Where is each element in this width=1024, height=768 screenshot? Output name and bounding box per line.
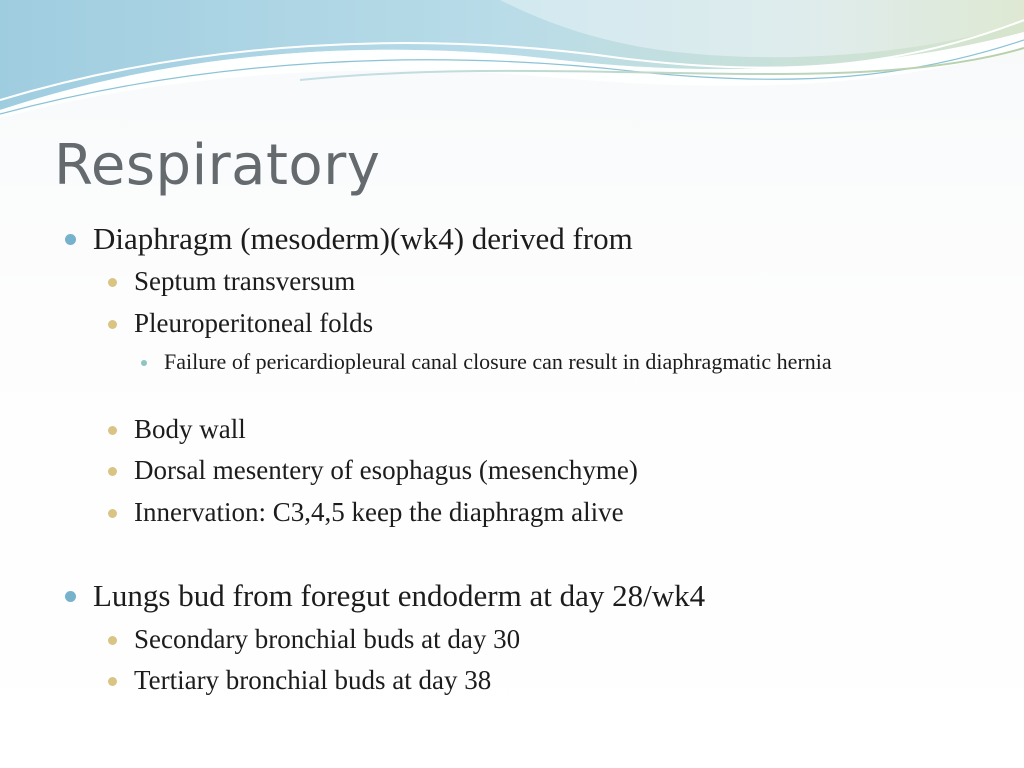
bullet-diaphragm: Diaphragm (mesoderm)(wk4) derived from xyxy=(93,221,633,256)
bullet-pleuroperitoneal-folds: Pleuroperitoneal folds xyxy=(134,308,374,338)
bullet-body-wall: Body wall xyxy=(134,414,246,444)
bullet-dorsal-mesentery: Dorsal mesentery of esophagus (mesenchyme) xyxy=(134,455,638,485)
bullet-septum-transversum: Septum transversum xyxy=(134,266,356,296)
bullet-secondary-bronchial-buds: Secondary bronchial buds at day 30 xyxy=(134,624,521,654)
bullet-marker xyxy=(108,278,117,287)
bullet-lungs-bud: Lungs bud from foregut endoderm at day 28/wk4 xyxy=(93,578,706,613)
bullet-marker xyxy=(108,320,117,329)
bullet-marker xyxy=(108,677,117,686)
slide-title: Respiratory xyxy=(54,133,381,198)
bullet-diaphragmatic-hernia-note: Failure of pericardiopleural canal closure can result in diaphragmatic hernia xyxy=(164,349,832,374)
bullet-marker xyxy=(65,234,76,245)
bullet-marker xyxy=(108,509,117,518)
bullet-marker xyxy=(108,467,117,476)
bullet-marker xyxy=(65,591,76,602)
bullet-tertiary-bronchial-buds: Tertiary bronchial buds at day 38 xyxy=(134,665,492,695)
bullet-marker xyxy=(108,636,117,645)
bullet-innervation: Innervation: C3,4,5 keep the diaphragm alive xyxy=(134,497,624,527)
bullet-marker xyxy=(141,360,147,366)
bullet-marker xyxy=(108,426,117,435)
